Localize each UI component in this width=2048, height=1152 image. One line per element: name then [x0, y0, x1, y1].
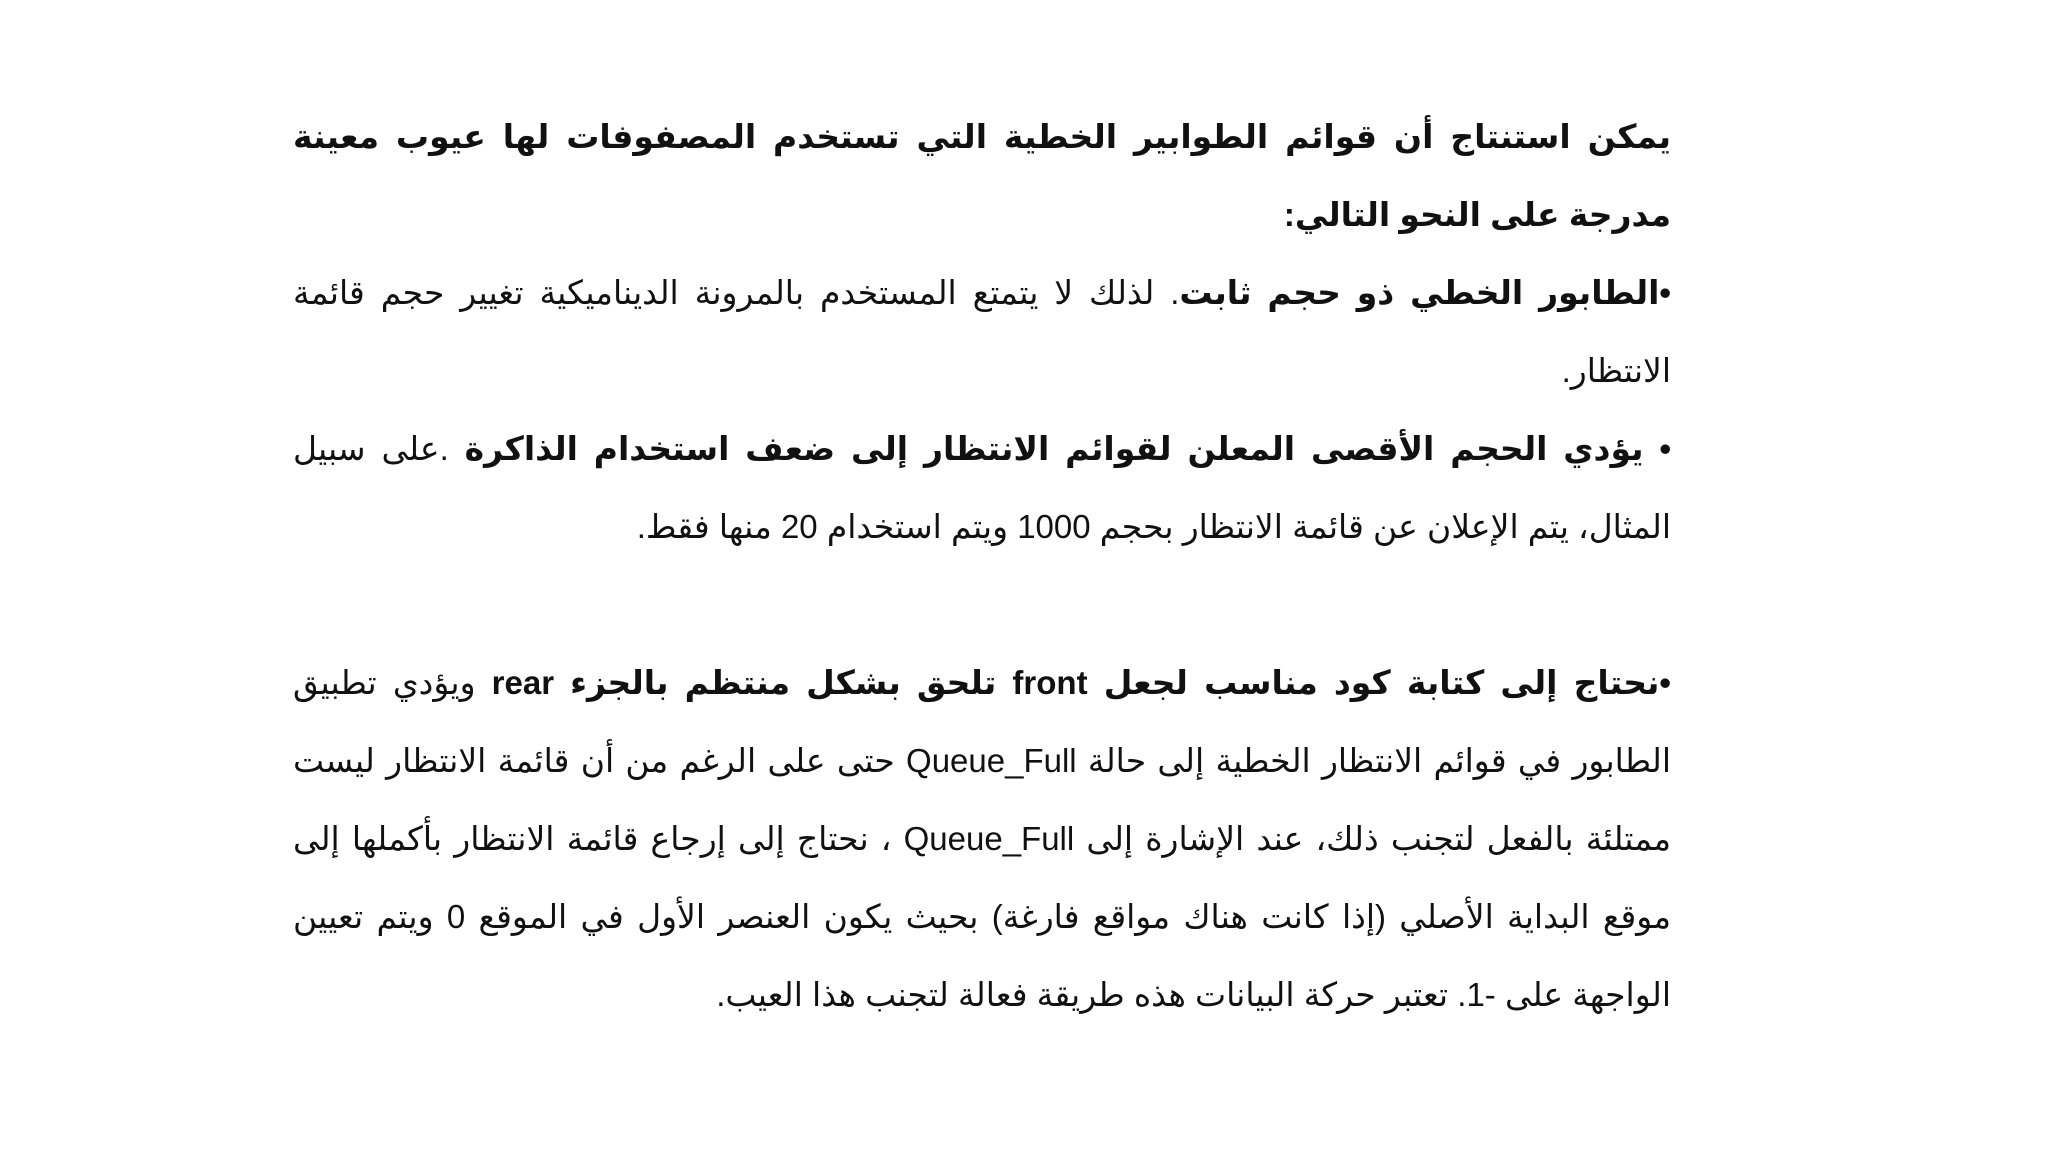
rear-keyword: rear [491, 664, 555, 701]
bullet-fixed-size [293, 254, 1671, 410]
bullet-front-rear-heading-b: تلحق بشكل منتظم بالجزء [554, 664, 1013, 701]
bullet-front-rear [293, 644, 1671, 1034]
bullet-memory-usage-heading: • يؤدي الحجم الأقصى المعلن لقوائم الانتظار إلى ضعف استخدام الذاكرة [464, 430, 1671, 467]
front-keyword: front [1012, 664, 1088, 701]
document-body [293, 98, 1671, 1034]
bullet-front-rear-heading-a: •نحتاج إلى كتابة كود مناسب لجعل [1087, 664, 1671, 701]
bullet-memory-usage [293, 410, 1671, 566]
bullet-front-rear-text: ويؤدي تطبيق الطابور في قوائم الانتظار الخطية إلى حالة Queue_Full حتى على الرغم من أن قائمة الانتظار ليست ممتلئة بالفعل لتجنب ذلك، عند الإشارة إلى Queue_Full ، نحتاج إلى إرجاع قائمة الانتظار بأكملها إلى موقع البداية الأصلي (إذا كانت هناك مواقع فارغة) بحيث يكون العنصر الأول في الموقع 0 ويتم تعيين الواجهة على -1. تعتبر حركة البيانات هذه طريقة فعالة لتجنب هذا العيب. [293, 664, 1672, 1013]
paragraph-gap [293, 566, 1671, 644]
bullet-fixed-size-text: . لذلك لا يتمتع المستخدم بالمرونة الديناميكية تغيير حجم قائمة الانتظار. [293, 274, 1671, 389]
bullet-memory-usage-text: .على سبيل المثال، يتم الإعلان عن قائمة الانتظار بحجم 1000 ويتم استخدام 20 منها فقط. [293, 430, 1671, 545]
intro-text: يمكن استنتاج أن قوائم الطوابير الخطية التي تستخدم المصفوفات لها عيوب معينة مدرجة على النحو التالي: [293, 118, 1671, 233]
intro-paragraph [293, 98, 1671, 254]
bullet-fixed-size-heading: •الطابور الخطي ذو حجم ثابت [1179, 274, 1671, 311]
